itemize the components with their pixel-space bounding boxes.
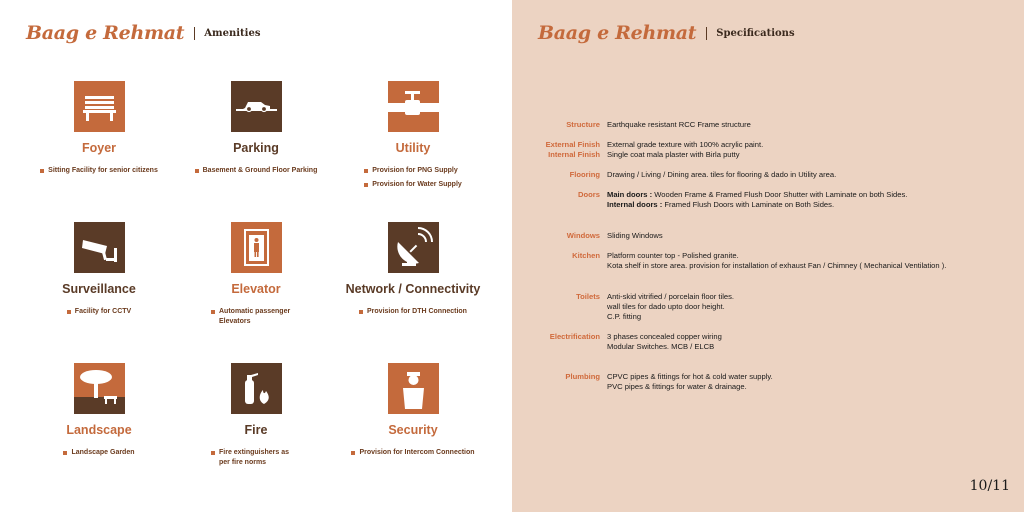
- amenity-bullets: [63, 448, 134, 462]
- amenity-title: Surveillance: [62, 282, 136, 296]
- spec-value: [607, 251, 1017, 271]
- amenity-security: [333, 363, 493, 462]
- spec-line: [607, 190, 1017, 200]
- cctv-icon: [74, 222, 125, 273]
- spec-line: Sliding Windows: [607, 231, 663, 240]
- pipe-valve-icon: [388, 81, 439, 132]
- car-icon: [231, 81, 282, 132]
- bullet-item: Provision for PNG Supply: [364, 166, 462, 176]
- amenity-bullets: [40, 166, 158, 180]
- section-title: Amenities: [204, 27, 261, 39]
- fire-extinguisher-icon: [231, 363, 282, 414]
- spec-label: [480, 140, 600, 160]
- amenity-bullets: [195, 166, 318, 180]
- section-title: Specifications: [716, 27, 795, 39]
- amenity-title: Elevator: [231, 282, 281, 296]
- spec-value: [607, 372, 1017, 392]
- bullet-item: Landscape Garden: [63, 448, 134, 458]
- spec-line: Earthquake resistant RCC Frame structure: [607, 120, 751, 129]
- spec-line: Platform counter top - Polished granite.: [607, 251, 739, 260]
- guard-icon: [388, 363, 439, 414]
- bullet-item: Basement & Ground Floor Parking: [195, 166, 318, 176]
- spec-line: [607, 200, 1017, 210]
- spec-line: 3 phases concealed copper wiring: [607, 332, 722, 341]
- spec-line: C.P. fitting: [607, 312, 642, 321]
- spec-label: Doors: [578, 190, 600, 199]
- amenity-title: Network / Connectivity: [345, 282, 481, 296]
- bullet-item: Provision for DTH Connection: [359, 307, 467, 317]
- spec-line: Modular Switches. MCB / ELCB: [607, 342, 715, 351]
- spec-line: Single coat mala plaster with Birla putty: [607, 150, 740, 159]
- amenity-elevator: [176, 222, 336, 331]
- elevator-icon: [231, 222, 282, 273]
- specifications-header: [538, 22, 795, 44]
- amenity-title: Utility: [395, 141, 431, 155]
- amenity-bullets: [67, 307, 131, 321]
- bullet-item: Fire extinguishers as per fire norms: [211, 448, 301, 468]
- spec-label: Kitchen: [572, 251, 600, 260]
- page-number: 10/11: [969, 478, 1010, 494]
- amenity-bullets: [211, 448, 301, 472]
- amenity-title: Foyer: [81, 141, 117, 155]
- internal-doors-label: Internal doors :: [607, 200, 663, 209]
- bench-icon: [74, 81, 125, 132]
- amenity-bullets: [351, 448, 474, 462]
- amenity-fire: [176, 363, 336, 472]
- spec-label: Plumbing: [565, 372, 600, 381]
- main-doors-text: Wooden Frame & Framed Flush Door Shutter with Laminate on both Sides.: [652, 190, 908, 199]
- bullet-item: Facility for CCTV: [67, 307, 131, 317]
- spec-value: [607, 170, 1017, 180]
- spec-line: Drawing / Living / Dining area. tiles for flooring & dado in Utility area.: [607, 170, 837, 179]
- spec-label: Electrification: [549, 332, 600, 341]
- spec-value: [607, 332, 1017, 352]
- amenity-bullets: [359, 307, 467, 321]
- amenity-title: Parking: [233, 141, 279, 155]
- bullet-item: Sitting Facility for senior citizens: [40, 166, 158, 176]
- amenity-bullets: [364, 166, 462, 194]
- spec-value: [607, 190, 1017, 210]
- amenity-bullets: [211, 307, 301, 331]
- bullet-item: Provision for Intercom Connection: [351, 448, 474, 458]
- tree-icon: [74, 363, 125, 414]
- spec-line: PVC pipes & fittings for water & drainage.: [607, 382, 747, 391]
- spec-label: Windows: [566, 231, 600, 240]
- spec-line: External grade texture with 100% acrylic paint.: [607, 140, 764, 149]
- brand-logo: Baag e Rehmat: [538, 22, 697, 44]
- header-divider: [706, 27, 707, 40]
- brand-logo: Baag e Rehmat: [26, 22, 185, 44]
- spec-label: Toilets: [576, 292, 600, 301]
- amenity-title: Landscape: [66, 423, 132, 437]
- amenity-network: [333, 222, 493, 321]
- internal-doors-text: Framed Flush Doors with Laminate on Both Sides.: [662, 200, 835, 209]
- spec-label: Flooring: [569, 170, 600, 179]
- spec-value: [607, 140, 1017, 160]
- spec-value: [607, 231, 1017, 241]
- amenity-utility: [333, 81, 493, 194]
- amenity-title: Security: [388, 423, 438, 437]
- bullet-item: Automatic passenger Elevators: [211, 307, 301, 327]
- spec-line: CPVC pipes & fittings for hot & cold water supply.: [607, 372, 773, 381]
- satellite-dish-icon: [388, 222, 439, 273]
- amenity-foyer: [19, 81, 179, 180]
- spec-label-external: External Finish: [545, 140, 600, 149]
- header-divider: [194, 27, 195, 40]
- amenity-title: Fire: [244, 423, 268, 437]
- spec-value: [607, 292, 1017, 322]
- main-doors-label: Main doors :: [607, 190, 653, 199]
- spec-label: Structure: [566, 120, 600, 129]
- amenity-surveillance: [19, 222, 179, 321]
- spec-value: [607, 120, 1017, 130]
- amenities-header: [26, 22, 260, 44]
- spec-line: wall tiles for dado upto door height.: [607, 302, 725, 311]
- spec-line: Kota shelf in store area. provision for installation of exhaust Fan / Chimney ( Mechanical Ventilation ).: [607, 261, 947, 270]
- spec-label-internal: Internal Finish: [548, 150, 600, 159]
- bullet-item: Provision for Water Supply: [364, 180, 462, 190]
- amenity-landscape: [19, 363, 179, 462]
- amenity-parking: [176, 81, 336, 180]
- spec-line: Anti-skid vitrified / porcelain floor tiles.: [607, 292, 735, 301]
